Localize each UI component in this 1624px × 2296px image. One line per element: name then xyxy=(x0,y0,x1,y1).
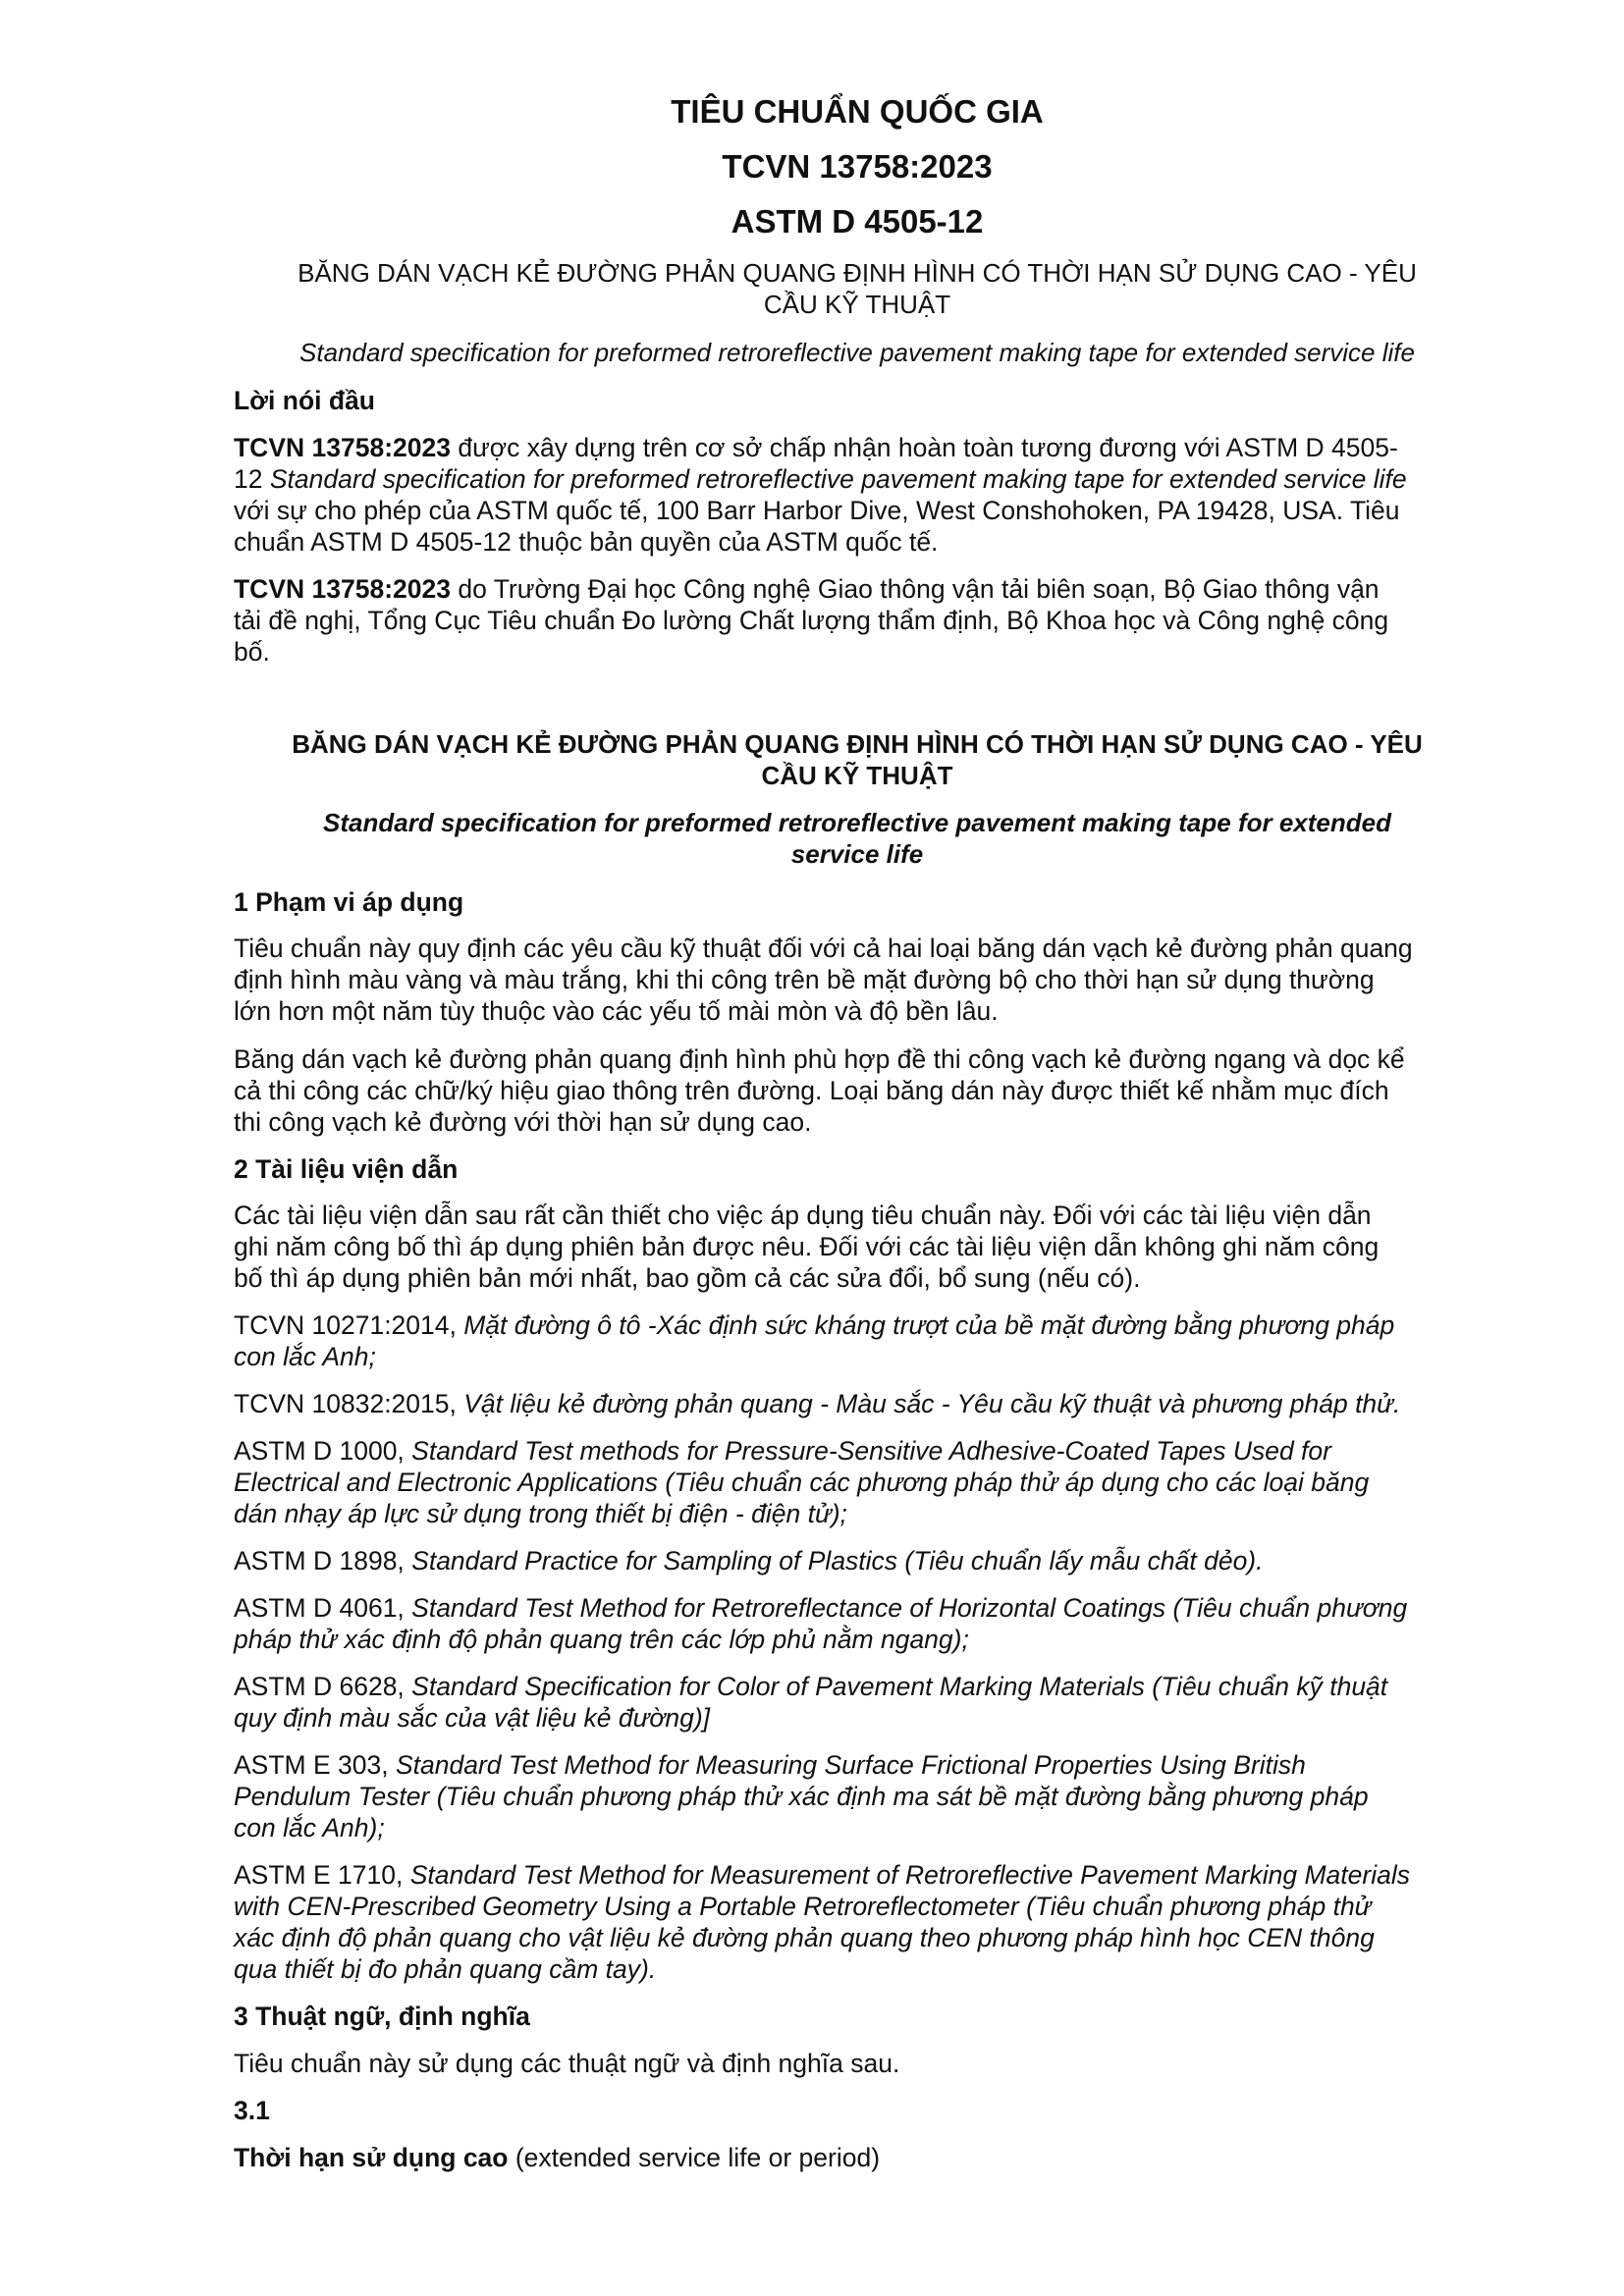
reference-astm-d4061-cont: pháp thử xác định độ phản quang trên các lớp phủ nằm ngang); xyxy=(234,1625,969,1654)
english-title-italic: Standard specification for preformed retroreflective pavement making tape for extended service life xyxy=(269,464,1407,494)
foreword-p1-line1 xyxy=(234,432,1481,463)
doc-title-en-line2: service life xyxy=(790,839,924,869)
ref-title: Mặt đường ô tô -Xác định sức kháng trượt của bề mặt đường bằng phương pháp xyxy=(463,1310,1395,1340)
standard-name-line2: CẦU KỸ THUẬT xyxy=(763,290,951,319)
standard-code: TCVN 13758:2023 xyxy=(722,148,993,185)
ref-code: ASTM D 1898, xyxy=(234,1546,412,1575)
ref-code: TCVN 10271:2014, xyxy=(234,1310,464,1340)
reference-astm-d6628-cont: quy định màu sắc của vật liệu kẻ đường)] xyxy=(234,1703,711,1733)
ref-code: ASTM E 303, xyxy=(234,1750,396,1780)
section1-heading: 1 Phạm vi áp dụng xyxy=(234,887,464,917)
section1-p1-line: Tiêu chuẩn này quy định các yêu cầu kỹ thuật đối với cả hai loại băng dán vạch kẻ đường phản quang xyxy=(234,934,1413,963)
section1-p1-line: lớn hơn một năm tùy thuộc vào các yếu tố mài mòn và độ bền lâu. xyxy=(234,996,999,1026)
reference-astm-d1898 xyxy=(234,1545,1481,1576)
ref-title: Standard Test Method for Measurement of Retroreflective Pavement Marking Materials xyxy=(409,1860,1410,1890)
foreword-p1-line4: chuẩn ASTM D 4505-12 thuộc bản quyền của ASTM quốc tế. xyxy=(234,527,939,557)
foreword-p2-line2: tải đề nghị, Tổng Cục Tiêu chuẩn Đo lường Chất lượng thẩm định, Bộ Khoa học và Công nghệ công xyxy=(234,606,1389,635)
foreword-p1-line2 xyxy=(234,463,1481,495)
ref-title: Standard Test Method for Measuring Surface Frictional Properties Using British xyxy=(395,1750,1306,1780)
doc-title-line2: CẦU KỸ THUẬT xyxy=(761,761,953,790)
ref-code: ASTM D 1000, xyxy=(234,1436,412,1466)
reference-tcvn10832 xyxy=(234,1388,1481,1419)
section2-intro-line: bố thì áp dụng phiên bản mới nhất, bao gồm cả các sửa đổi, bổ sung (nếu có). xyxy=(234,1263,1141,1293)
standard-english-name: Standard specification for preformed retroreflective pavement making tape for extended service life xyxy=(299,338,1415,367)
section2-intro-line: Các tài liệu viện dẫn sau rất cần thiết cho việc áp dụng tiêu chuẩn này. Đối với các tài liệu viện dẫn xyxy=(234,1201,1372,1230)
section1-p2-line: Băng dán vạch kẻ đường phản quang định hình phù hợp đề thi công vạch kẻ đường ngang và dọc kể xyxy=(234,1044,1405,1074)
ref-code: ASTM D 6628, xyxy=(234,1672,412,1701)
doc-title-line1: BĂNG DÁN VẠCH KẺ ĐƯỜNG PHẢN QUANG ĐỊNH HÌNH CÓ THỜI HẠN SỬ DỤNG CAO - YÊU xyxy=(292,729,1423,759)
ref-code: ASTM E 1710, xyxy=(234,1860,410,1890)
reference-tcvn10271 xyxy=(234,1309,1481,1341)
astm-code: ASTM D 4505-12 xyxy=(731,203,984,240)
section1-p1-line: định hình màu vàng và màu trắng, khi thi công trên bề mặt đường bộ cho thời hạn sử dụng thường xyxy=(234,965,1375,994)
text-span: được xây dựng trên cơ sở chấp nhận hoàn toàn tương đương với ASTM D 4505- xyxy=(450,433,1398,462)
foreword-p2-line3: bố. xyxy=(234,637,270,667)
reference-astm-d1000-cont: Electrical and Electronic Applications (Tiêu chuẩn các phương pháp thử áp dụng cho các loại băng xyxy=(234,1468,1370,1497)
ref-title: Standard Practice for Sampling of Plastics (Tiêu chuẩn lấy mẫu chất dẻo). xyxy=(411,1546,1264,1575)
term-definition xyxy=(234,2142,1481,2173)
doc-title-en-line1: Standard specification for preformed retroreflective pavement making tape for extended xyxy=(323,808,1391,837)
ref-title: Standard Specification for Color of Pavement Marking Materials (Tiêu chuẩn kỹ thuật xyxy=(411,1672,1388,1701)
section2-intro-line: ghi năm công bố thì áp dụng phiên bản được nêu. Đối với các tài liệu viện dẫn không ghi năm công xyxy=(234,1232,1380,1261)
ref-code: ASTM D 4061, xyxy=(234,1593,412,1623)
reference-astm-d6628 xyxy=(234,1671,1481,1702)
reference-astm-d1000 xyxy=(234,1435,1481,1467)
section3-heading: 3 Thuật ngữ, định nghĩa xyxy=(234,2002,530,2031)
reference-astm-d4061 xyxy=(234,1592,1481,1624)
reference-astm-e303-cont: con lắc Anh); xyxy=(234,1813,385,1842)
section2-heading: 2 Tài liệu viện dẫn xyxy=(234,1154,459,1184)
reference-astm-e303 xyxy=(234,1749,1481,1781)
code-bold: TCVN 13758:2023 xyxy=(234,574,451,604)
ref-title: Vật liệu kẻ đường phản quang - Màu sắc - Yêu cầu kỹ thuật và phương pháp thử. xyxy=(463,1389,1401,1418)
ref-title: Standard Test methods for Pressure-Sensitive Adhesive-Coated Tapes Used for xyxy=(411,1436,1331,1466)
reference-astm-e1710-cont: with CEN-Prescribed Geometry Using a Portable Retroreflectometer (Tiêu chuẩn phương pháp thử xyxy=(234,1892,1372,1921)
standard-type-title: TIÊU CHUẨN QUỐC GIA xyxy=(671,93,1044,130)
standard-name-line1: BĂNG DÁN VẠCH KẺ ĐƯỜNG PHẢN QUANG ĐỊNH HÌNH CÓ THỜI HẠN SỬ DỤNG CAO - YÊU xyxy=(298,258,1417,288)
ref-title: Standard Test Method for Retroreflectance of Horizontal Coatings (Tiêu chuẩn phương xyxy=(411,1593,1408,1623)
ref-code: TCVN 10832:2015, xyxy=(234,1389,464,1418)
term-bold: Thời hạn sử dụng cao xyxy=(234,2143,509,2172)
foreword-p2-line1 xyxy=(234,573,1481,605)
text-span: do Trường Đại học Công nghệ Giao thông vận tải biên soạn, Bộ Giao thông vận xyxy=(450,574,1380,604)
section1-p2-line: thi công vạch kẻ đường với thời hạn sử dụng cao. xyxy=(234,1107,812,1137)
reference-astm-e1710 xyxy=(234,1859,1481,1891)
reference-astm-e1710-cont: qua thiết bị đo phản quang cầm tay). xyxy=(234,1954,657,1984)
foreword-p1-line3: với sự cho phép của ASTM quốc tế, 100 Barr Harbor Dive, West Conshohoken, PA 19428, USA. Tiêu xyxy=(234,496,1400,525)
term-english: (extended service life or period) xyxy=(508,2143,881,2172)
reference-astm-d1000-cont: dán nhạy áp lực sử dụng trong thiết bị điện - điện tử); xyxy=(234,1499,847,1528)
section3-intro: Tiêu chuẩn này sử dụng các thuật ngữ và định nghĩa sau. xyxy=(234,2049,900,2078)
reference-astm-e1710-cont: xác định độ phản quang cho vật liệu kẻ đường phản quang theo phương pháp hình học CEN thông xyxy=(234,1923,1375,1952)
reference-tcvn10271-cont: con lắc Anh; xyxy=(234,1342,376,1371)
clause-number: 3.1 xyxy=(234,2096,270,2125)
section1-p2-line: cả thi công các chữ/ký hiệu giao thông trên đường. Loại băng dán này được thiết kế nhằm mục đích xyxy=(234,1076,1389,1105)
text-span: 12 xyxy=(234,464,270,494)
reference-astm-e303-cont: Pendulum Tester (Tiêu chuẩn phương pháp thử xác định ma sát bề mặt đường bằng phương pháp xyxy=(234,1782,1369,1811)
foreword-heading: Lời nói đầu xyxy=(234,386,375,415)
code-bold: TCVN 13758:2023 xyxy=(234,433,451,462)
